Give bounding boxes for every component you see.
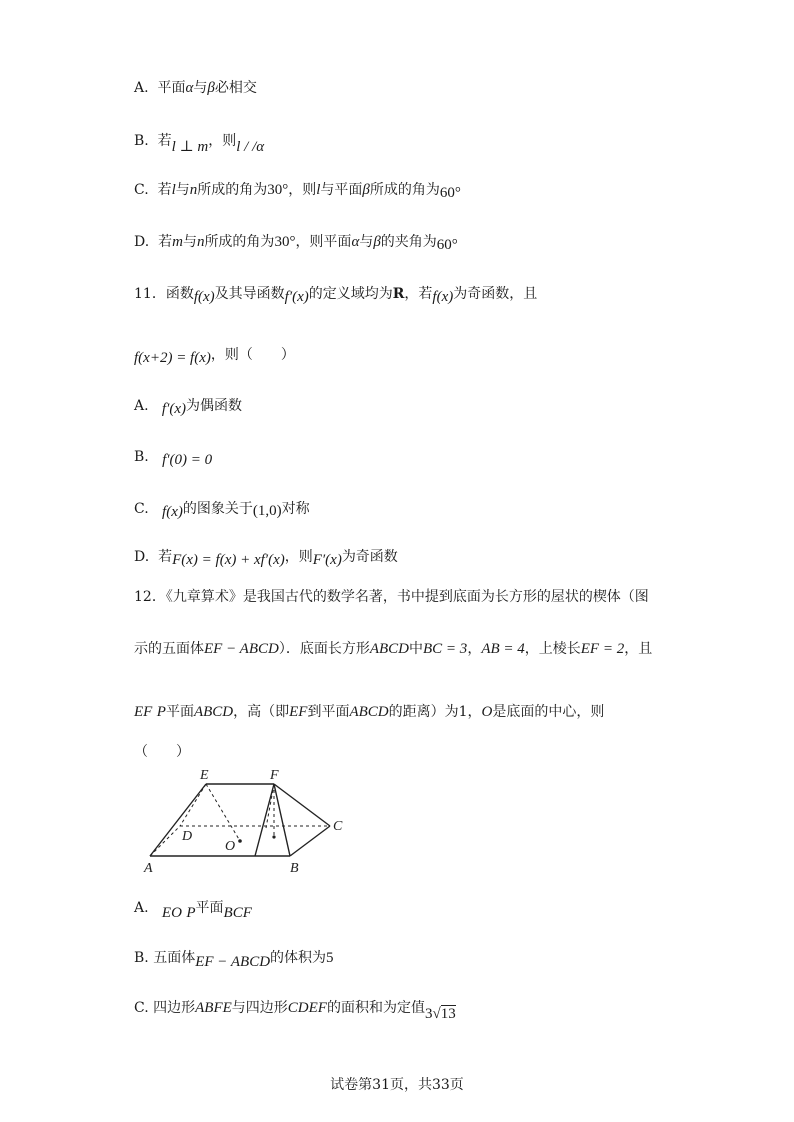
label-c: C bbox=[333, 819, 343, 834]
option-text: 的图象关于 bbox=[182, 501, 253, 517]
edge-ae bbox=[150, 784, 206, 856]
question-text: 平面 bbox=[165, 704, 194, 720]
option-text: 所成的角为 bbox=[197, 182, 268, 198]
option-text: 若 bbox=[158, 234, 173, 250]
option-10-b bbox=[134, 131, 265, 155]
question-text: ，且 bbox=[624, 641, 653, 657]
math-beta: β bbox=[362, 182, 370, 198]
question-text: 及其导函数 bbox=[214, 286, 285, 302]
math-fx: f(x) bbox=[193, 289, 215, 305]
math-abcd: ABCD bbox=[349, 704, 389, 720]
edge-ad bbox=[150, 826, 180, 856]
option-text: 的体积为 bbox=[270, 950, 327, 966]
option-text: ，则 bbox=[208, 133, 237, 149]
math-radicand: 13 bbox=[440, 1006, 456, 1022]
math-cdef: CDEF bbox=[287, 1000, 327, 1016]
option-text: 四边形 bbox=[153, 1000, 196, 1016]
math-point: (1,0) bbox=[252, 503, 282, 519]
option-12-a bbox=[134, 898, 252, 921]
math-fx: f(x) bbox=[162, 504, 183, 520]
math-ef: EF bbox=[289, 704, 308, 720]
option-10-a bbox=[134, 78, 257, 98]
edge-ed bbox=[180, 784, 206, 826]
question-text: 示的五面体 bbox=[134, 641, 204, 657]
question-11-condition bbox=[134, 345, 295, 365]
math-parallel-symbol: Ρ bbox=[186, 905, 196, 921]
option-text: 的面积和为定值 bbox=[326, 1000, 425, 1016]
math-beta: β bbox=[207, 80, 215, 96]
math-volume: 5 bbox=[326, 950, 334, 966]
math-Fx: F(x) = f(x) + xf′(x) bbox=[172, 552, 285, 568]
math-parallel-symbol: Ρ bbox=[156, 704, 166, 720]
math-ef: EF = 2 bbox=[580, 641, 625, 657]
question-text: 为奇函数，且 bbox=[453, 286, 538, 302]
point-foot bbox=[272, 835, 275, 838]
option-text: 与平面 bbox=[320, 182, 363, 198]
option-text: 与四边形 bbox=[231, 1000, 288, 1016]
option-text: 若 bbox=[157, 182, 172, 198]
math-o: O bbox=[481, 704, 493, 720]
option-label: B. bbox=[134, 950, 149, 966]
math-fp0: f′(0) = 0 bbox=[162, 452, 213, 468]
option-label: A. bbox=[134, 398, 149, 414]
option-text: ，则 bbox=[288, 182, 317, 198]
math-solid: EF − ABCD bbox=[195, 954, 271, 970]
math-n: n bbox=[196, 234, 205, 250]
option-label: C. bbox=[134, 1000, 149, 1016]
question-11-stem bbox=[134, 284, 537, 304]
option-label: B. bbox=[134, 133, 149, 149]
question-text: 的定义域均为 bbox=[308, 286, 393, 302]
question-12-line1 bbox=[134, 587, 649, 607]
question-text: 到平面 bbox=[307, 704, 350, 720]
math-fx: f(x) bbox=[432, 289, 454, 305]
option-text: 与 bbox=[182, 234, 197, 250]
question-text: 是底面的中心，则 bbox=[492, 704, 605, 720]
math-abfe: ABFE bbox=[195, 1000, 232, 1016]
math-degree: 60° bbox=[439, 185, 461, 201]
option-text: 若 bbox=[157, 133, 172, 149]
option-label: C. bbox=[134, 501, 149, 517]
option-text: ，则 bbox=[284, 549, 313, 565]
question-text: ，高（即 bbox=[233, 704, 290, 720]
math-fpx: f′(x) bbox=[161, 401, 187, 417]
edge-bc bbox=[290, 826, 330, 856]
option-label: D. bbox=[134, 234, 150, 250]
option-label: A. bbox=[134, 80, 149, 96]
math-abcd: ABCD bbox=[193, 704, 234, 720]
option-10-d bbox=[134, 232, 458, 252]
option-11-d bbox=[134, 547, 398, 567]
option-text: 五面体 bbox=[153, 950, 196, 966]
label-a: A bbox=[144, 861, 153, 876]
math-condition: l ⊥ m bbox=[171, 139, 209, 155]
question-text: ，上棱长 bbox=[524, 641, 581, 657]
option-text: 平面 bbox=[195, 900, 224, 916]
label-d: D bbox=[182, 829, 193, 844]
math-degree: 30° bbox=[274, 234, 296, 250]
option-12-b bbox=[134, 948, 334, 968]
option-text: 对称 bbox=[281, 501, 310, 517]
answer-paren: （ ） bbox=[134, 744, 190, 760]
question-text: 中 bbox=[409, 641, 424, 657]
page-footer: 试卷第31页，共33页 bbox=[330, 1077, 464, 1093]
option-label: D. bbox=[134, 549, 150, 565]
math-eo: EO bbox=[161, 905, 182, 921]
option-label: C. bbox=[134, 182, 149, 198]
option-text: 为偶函数 bbox=[186, 398, 243, 414]
segment-f-inner bbox=[266, 784, 274, 828]
question-text: ）．底面长方形 bbox=[278, 641, 370, 657]
math-l: l bbox=[316, 182, 321, 198]
math-degree: 60° bbox=[436, 237, 458, 253]
math-l: l bbox=[171, 182, 176, 198]
option-text: 若 bbox=[158, 549, 173, 565]
point-o bbox=[238, 839, 242, 843]
question-12-paren bbox=[134, 742, 190, 762]
math-abcd: ABCD bbox=[369, 641, 410, 657]
math-coefficient: 3 bbox=[424, 1006, 433, 1022]
option-label: B. bbox=[134, 449, 149, 465]
label-f: F bbox=[270, 768, 279, 783]
label-o: O bbox=[225, 839, 236, 854]
option-text: 与 bbox=[175, 182, 190, 198]
option-label: A. bbox=[134, 900, 149, 916]
math-ab: AB = 4 bbox=[481, 641, 525, 657]
option-text: 必相交 bbox=[214, 80, 257, 96]
math-n: n bbox=[189, 182, 198, 198]
math-ef: EF bbox=[134, 704, 153, 720]
question-text: ， bbox=[467, 641, 482, 657]
option-text: 所成的角为 bbox=[204, 234, 275, 250]
option-text: 的夹角为 bbox=[380, 234, 437, 250]
math-real-set: R bbox=[392, 286, 405, 302]
option-text: 与 bbox=[193, 80, 208, 96]
question-text: 12．《九章算术》是我国古代的数学名著，书中提到底面为长方形的屋状的楔体（图 bbox=[134, 589, 649, 605]
option-11-a bbox=[134, 396, 242, 416]
wedge-figure bbox=[140, 766, 350, 876]
label-b: B bbox=[290, 861, 299, 876]
math-fpx: f′(x) bbox=[284, 289, 309, 305]
math-equation: f(x+2) = f(x) bbox=[134, 350, 211, 366]
math-alpha: α bbox=[351, 234, 360, 250]
question-text: ，若 bbox=[404, 286, 433, 302]
option-text: 为奇函数 bbox=[341, 549, 398, 565]
option-text: 所成的角为 bbox=[369, 182, 440, 198]
question-text: 的距离）为1， bbox=[388, 704, 482, 720]
edge-f-base bbox=[255, 784, 274, 856]
option-10-c bbox=[134, 180, 461, 200]
option-text: 与 bbox=[359, 234, 374, 250]
question-12-line3 bbox=[134, 702, 604, 722]
math-bcf: BCF bbox=[223, 905, 252, 921]
question-number: 11． bbox=[134, 286, 166, 302]
math-beta: β bbox=[373, 234, 381, 250]
option-text: ，则平面 bbox=[295, 234, 352, 250]
option-12-c bbox=[134, 998, 456, 1022]
option-11-c bbox=[134, 499, 310, 519]
question-12-line2 bbox=[134, 639, 652, 659]
segment-eo bbox=[206, 784, 240, 841]
question-text: ，则（ ） bbox=[210, 347, 295, 363]
sqrt-symbol: √ bbox=[432, 1006, 441, 1022]
math-conclusion: l / /α bbox=[236, 139, 265, 155]
option-11-b bbox=[134, 447, 212, 467]
math-solid: EF − ABCD bbox=[204, 641, 279, 657]
question-text: 函数 bbox=[165, 286, 194, 302]
math-area-value bbox=[425, 1006, 456, 1022]
math-Fpx: F′(x) bbox=[312, 552, 342, 568]
math-degree: 30° bbox=[267, 182, 289, 198]
math-m: m bbox=[172, 234, 183, 250]
label-e: E bbox=[200, 768, 209, 783]
option-text: 平面 bbox=[157, 80, 186, 96]
math-alpha: α bbox=[185, 80, 194, 96]
math-bc: BC = 3 bbox=[423, 641, 468, 657]
